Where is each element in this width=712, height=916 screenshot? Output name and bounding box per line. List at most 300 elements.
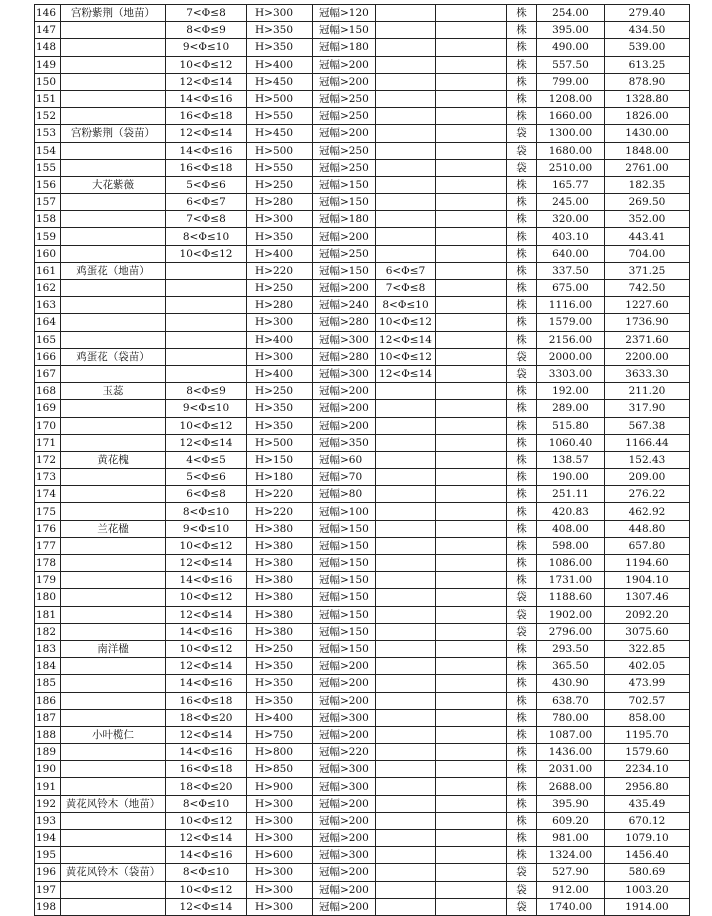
row-number-cell: 165 (35, 331, 61, 348)
crown-spec-cell: 冠幅>150 (313, 262, 376, 279)
price-cell: 912.00 (537, 881, 605, 898)
table-row (35, 692, 690, 709)
table-row (35, 39, 690, 56)
price-cell: 2796.00 (537, 623, 605, 640)
diameter-spec-alt-cell (376, 606, 436, 623)
crown-spec-cell: 冠幅>300 (313, 709, 376, 726)
plant-name-cell (61, 881, 166, 898)
row-number-cell: 181 (35, 606, 61, 623)
blank-cell-cell (436, 640, 507, 657)
price-with-tax-cell: 2092.20 (605, 606, 690, 623)
blank-cell-cell (436, 744, 507, 761)
blank-cell-cell (436, 22, 507, 39)
unit-cell: 株 (507, 39, 537, 56)
plant-name-cell (61, 812, 166, 829)
diameter-spec-cell: 8<Φ≤9 (166, 383, 247, 400)
row-number-cell: 187 (35, 709, 61, 726)
price-with-tax-cell: 1579.60 (605, 744, 690, 761)
height-spec-cell: H>300 (247, 898, 313, 915)
unit-cell: 株 (507, 108, 537, 125)
diameter-spec-alt-cell (376, 537, 436, 554)
height-spec-cell: H>300 (247, 864, 313, 881)
unit-cell: 株 (507, 73, 537, 90)
price-cell: 337.50 (537, 262, 605, 279)
diameter-spec-alt-cell (376, 434, 436, 451)
plant-name-cell (61, 142, 166, 159)
unit-cell: 袋 (507, 365, 537, 382)
diameter-spec-cell: 5<Φ≤6 (166, 469, 247, 486)
price-cell: 254.00 (537, 5, 605, 22)
plant-name-cell: 宫粉紫荆（地苗） (61, 5, 166, 22)
price-with-tax-cell: 1736.90 (605, 314, 690, 331)
unit-cell: 株 (507, 211, 537, 228)
row-number-cell: 159 (35, 228, 61, 245)
diameter-spec-cell: 8<Φ≤10 (166, 795, 247, 812)
unit-cell: 株 (507, 795, 537, 812)
blank-cell-cell (436, 795, 507, 812)
diameter-spec-cell (166, 280, 247, 297)
plant-name-cell (61, 830, 166, 847)
height-spec-cell: H>350 (247, 417, 313, 434)
price-with-tax-cell: 462.92 (605, 503, 690, 520)
row-number-cell: 151 (35, 90, 61, 107)
row-number-cell: 188 (35, 726, 61, 743)
table-row (35, 847, 690, 864)
unit-cell: 袋 (507, 159, 537, 176)
row-number-cell: 168 (35, 383, 61, 400)
price-with-tax-cell: 443.41 (605, 228, 690, 245)
crown-spec-cell: 冠幅>200 (313, 898, 376, 915)
price-with-tax-cell: 613.25 (605, 56, 690, 73)
crown-spec-cell: 冠幅>200 (313, 812, 376, 829)
diameter-spec-alt-cell (376, 228, 436, 245)
crown-spec-cell: 冠幅>150 (313, 537, 376, 554)
height-spec-cell: H>280 (247, 297, 313, 314)
table-row (35, 812, 690, 829)
diameter-spec-alt-cell (376, 469, 436, 486)
crown-spec-cell: 冠幅>240 (313, 297, 376, 314)
blank-cell-cell (436, 211, 507, 228)
blank-cell-cell (436, 606, 507, 623)
price-with-tax-cell: 211.20 (605, 383, 690, 400)
diameter-spec-cell: 12<Φ≤14 (166, 606, 247, 623)
price-with-tax-cell: 1430.00 (605, 125, 690, 142)
blank-cell-cell (436, 280, 507, 297)
diameter-spec-alt-cell (376, 176, 436, 193)
height-spec-cell: H>300 (247, 5, 313, 22)
table-row (35, 108, 690, 125)
unit-cell: 株 (507, 555, 537, 572)
unit-cell: 株 (507, 417, 537, 434)
height-spec-cell: H>400 (247, 709, 313, 726)
diameter-spec-cell (166, 314, 247, 331)
diameter-spec-cell (166, 348, 247, 365)
unit-cell: 株 (507, 383, 537, 400)
unit-cell: 袋 (507, 142, 537, 159)
diameter-spec-alt-cell: 6<Φ≤7 (376, 262, 436, 279)
unit-cell: 袋 (507, 864, 537, 881)
height-spec-cell: H>750 (247, 726, 313, 743)
unit-cell: 株 (507, 520, 537, 537)
plant-name-cell (61, 675, 166, 692)
diameter-spec-alt-cell (376, 744, 436, 761)
height-spec-cell: H>300 (247, 881, 313, 898)
price-with-tax-cell: 1914.00 (605, 898, 690, 915)
plant-name-cell: 小叶榄仁 (61, 726, 166, 743)
price-with-tax-cell: 322.85 (605, 640, 690, 657)
diameter-spec-cell: 9<Φ≤10 (166, 520, 247, 537)
diameter-spec-alt-cell (376, 108, 436, 125)
table-row (35, 709, 690, 726)
crown-spec-cell: 冠幅>100 (313, 503, 376, 520)
crown-spec-cell: 冠幅>200 (313, 228, 376, 245)
row-number-cell: 157 (35, 194, 61, 211)
price-with-tax-cell: 276.22 (605, 486, 690, 503)
crown-spec-cell: 冠幅>280 (313, 348, 376, 365)
plant-name-cell: 兰花楹 (61, 520, 166, 537)
price-with-tax-cell: 2234.10 (605, 761, 690, 778)
table-row (35, 73, 690, 90)
height-spec-cell: H>300 (247, 830, 313, 847)
price-cell: 1660.00 (537, 108, 605, 125)
table-row (35, 469, 690, 486)
crown-spec-cell: 冠幅>200 (313, 73, 376, 90)
unit-cell: 袋 (507, 881, 537, 898)
table-row (35, 5, 690, 22)
row-number-cell: 190 (35, 761, 61, 778)
row-number-cell: 160 (35, 245, 61, 262)
blank-cell-cell (436, 159, 507, 176)
price-with-tax-cell: 3633.30 (605, 365, 690, 382)
blank-cell-cell (436, 864, 507, 881)
price-cell: 403.10 (537, 228, 605, 245)
table-row (35, 262, 690, 279)
diameter-spec-cell: 10<Φ≤12 (166, 245, 247, 262)
height-spec-cell: H>380 (247, 589, 313, 606)
plant-name-cell: 玉蕊 (61, 383, 166, 400)
row-number-cell: 153 (35, 125, 61, 142)
unit-cell: 株 (507, 434, 537, 451)
diameter-spec-cell: 10<Φ≤12 (166, 881, 247, 898)
price-with-tax-cell: 1003.20 (605, 881, 690, 898)
row-number-cell: 196 (35, 864, 61, 881)
unit-cell: 株 (507, 830, 537, 847)
diameter-spec-alt-cell: 7<Φ≤8 (376, 280, 436, 297)
price-cell: 2031.00 (537, 761, 605, 778)
blank-cell-cell (436, 812, 507, 829)
table-row (35, 623, 690, 640)
diameter-spec-cell: 10<Φ≤12 (166, 537, 247, 554)
row-number-cell: 154 (35, 142, 61, 159)
diameter-spec-alt-cell (376, 56, 436, 73)
plant-name-cell: 南洋楹 (61, 640, 166, 657)
price-cell: 638.70 (537, 692, 605, 709)
price-cell: 1436.00 (537, 744, 605, 761)
row-number-cell: 171 (35, 434, 61, 451)
height-spec-cell: H>500 (247, 90, 313, 107)
plant-name-cell (61, 22, 166, 39)
price-cell: 2688.00 (537, 778, 605, 795)
diameter-spec-cell: 7<Φ≤8 (166, 211, 247, 228)
height-spec-cell: H>300 (247, 812, 313, 829)
blank-cell-cell (436, 589, 507, 606)
row-number-cell: 163 (35, 297, 61, 314)
blank-cell-cell (436, 434, 507, 451)
table-row (35, 417, 690, 434)
blank-cell-cell (436, 830, 507, 847)
price-with-tax-cell: 209.00 (605, 469, 690, 486)
table-row (35, 297, 690, 314)
crown-spec-cell: 冠幅>250 (313, 142, 376, 159)
unit-cell: 株 (507, 744, 537, 761)
row-number-cell: 155 (35, 159, 61, 176)
row-number-cell: 189 (35, 744, 61, 761)
row-number-cell: 150 (35, 73, 61, 90)
unit-cell: 株 (507, 90, 537, 107)
blank-cell-cell (436, 90, 507, 107)
crown-spec-cell: 冠幅>300 (313, 331, 376, 348)
diameter-spec-alt-cell (376, 675, 436, 692)
price-cell: 251.11 (537, 486, 605, 503)
plant-name-cell (61, 194, 166, 211)
blank-cell-cell (436, 675, 507, 692)
row-number-cell: 173 (35, 469, 61, 486)
diameter-spec-alt-cell (376, 847, 436, 864)
blank-cell-cell (436, 142, 507, 159)
crown-spec-cell: 冠幅>80 (313, 486, 376, 503)
price-cell: 289.00 (537, 400, 605, 417)
price-cell: 165.77 (537, 176, 605, 193)
unit-cell: 株 (507, 469, 537, 486)
unit-cell: 株 (507, 503, 537, 520)
diameter-spec-alt-cell (376, 864, 436, 881)
unit-cell: 株 (507, 314, 537, 331)
plant-name-cell (61, 228, 166, 245)
diameter-spec-cell: 8<Φ≤10 (166, 864, 247, 881)
diameter-spec-cell: 18<Φ≤20 (166, 778, 247, 795)
diameter-spec-alt-cell: 10<Φ≤12 (376, 314, 436, 331)
price-cell: 1188.60 (537, 589, 605, 606)
blank-cell-cell (436, 881, 507, 898)
plant-name-cell (61, 847, 166, 864)
height-spec-cell: H>350 (247, 675, 313, 692)
crown-spec-cell: 冠幅>120 (313, 5, 376, 22)
row-number-cell: 149 (35, 56, 61, 73)
diameter-spec-cell: 12<Φ≤14 (166, 830, 247, 847)
blank-cell-cell (436, 245, 507, 262)
crown-spec-cell: 冠幅>150 (313, 194, 376, 211)
price-cell: 430.90 (537, 675, 605, 692)
price-cell: 3303.00 (537, 365, 605, 382)
table-row (35, 589, 690, 606)
unit-cell: 株 (507, 400, 537, 417)
price-with-tax-cell: 657.80 (605, 537, 690, 554)
unit-cell: 株 (507, 262, 537, 279)
unit-cell: 株 (507, 228, 537, 245)
plant-name-cell (61, 503, 166, 520)
height-spec-cell: H>380 (247, 572, 313, 589)
crown-spec-cell: 冠幅>200 (313, 881, 376, 898)
price-cell: 320.00 (537, 211, 605, 228)
plant-name-cell (61, 159, 166, 176)
diameter-spec-alt-cell (376, 761, 436, 778)
price-table-body (35, 5, 690, 916)
diameter-spec-alt-cell (376, 73, 436, 90)
crown-spec-cell: 冠幅>300 (313, 847, 376, 864)
diameter-spec-alt-cell (376, 125, 436, 142)
plant-name-cell (61, 589, 166, 606)
blank-cell-cell (436, 726, 507, 743)
row-number-cell: 192 (35, 795, 61, 812)
diameter-spec-alt-cell (376, 451, 436, 468)
height-spec-cell: H>550 (247, 159, 313, 176)
diameter-spec-alt-cell (376, 503, 436, 520)
table-row (35, 795, 690, 812)
plant-name-cell (61, 365, 166, 382)
crown-spec-cell: 冠幅>60 (313, 451, 376, 468)
unit-cell: 株 (507, 451, 537, 468)
unit-cell: 袋 (507, 606, 537, 623)
crown-spec-cell: 冠幅>200 (313, 383, 376, 400)
price-with-tax-cell: 1079.10 (605, 830, 690, 847)
price-with-tax-cell: 1826.00 (605, 108, 690, 125)
height-spec-cell: H>300 (247, 211, 313, 228)
diameter-spec-alt-cell (376, 486, 436, 503)
blank-cell-cell (436, 228, 507, 245)
diameter-spec-alt-cell (376, 623, 436, 640)
price-with-tax-cell: 1904.10 (605, 572, 690, 589)
diameter-spec-alt-cell: 8<Φ≤10 (376, 297, 436, 314)
unit-cell: 株 (507, 194, 537, 211)
blank-cell-cell (436, 194, 507, 211)
diameter-spec-alt-cell (376, 555, 436, 572)
unit-cell: 株 (507, 331, 537, 348)
table-row (35, 830, 690, 847)
diameter-spec-cell: 10<Φ≤12 (166, 812, 247, 829)
diameter-spec-alt-cell (376, 245, 436, 262)
crown-spec-cell: 冠幅>200 (313, 417, 376, 434)
diameter-spec-alt-cell (376, 692, 436, 709)
row-number-cell: 184 (35, 658, 61, 675)
price-cell: 395.00 (537, 22, 605, 39)
height-spec-cell: H>280 (247, 194, 313, 211)
crown-spec-cell: 冠幅>180 (313, 39, 376, 56)
plant-name-cell (61, 400, 166, 417)
unit-cell: 株 (507, 176, 537, 193)
height-spec-cell: H>400 (247, 245, 313, 262)
table-row (35, 365, 690, 382)
crown-spec-cell: 冠幅>200 (313, 830, 376, 847)
plant-name-cell (61, 297, 166, 314)
height-spec-cell: H>220 (247, 262, 313, 279)
height-spec-cell: H>350 (247, 400, 313, 417)
plant-name-cell (61, 658, 166, 675)
row-number-cell: 179 (35, 572, 61, 589)
plant-name-cell (61, 623, 166, 640)
unit-cell: 袋 (507, 898, 537, 915)
plant-name-cell (61, 211, 166, 228)
table-row (35, 383, 690, 400)
blank-cell-cell (436, 5, 507, 22)
price-with-tax-cell: 1848.00 (605, 142, 690, 159)
diameter-spec-alt-cell (376, 5, 436, 22)
row-number-cell: 178 (35, 555, 61, 572)
unit-cell: 株 (507, 245, 537, 262)
height-spec-cell: H>380 (247, 606, 313, 623)
diameter-spec-alt-cell (376, 726, 436, 743)
diameter-spec-cell: 14<Φ≤16 (166, 675, 247, 692)
price-with-tax-cell: 539.00 (605, 39, 690, 56)
height-spec-cell: H>220 (247, 503, 313, 520)
row-number-cell: 191 (35, 778, 61, 795)
blank-cell-cell (436, 692, 507, 709)
unit-cell: 株 (507, 812, 537, 829)
diameter-spec-alt-cell (376, 658, 436, 675)
blank-cell-cell (436, 56, 507, 73)
table-row (35, 503, 690, 520)
price-with-tax-cell: 473.99 (605, 675, 690, 692)
height-spec-cell: H>220 (247, 486, 313, 503)
plant-name-cell (61, 90, 166, 107)
diameter-spec-alt-cell (376, 778, 436, 795)
table-row (35, 400, 690, 417)
diameter-spec-cell: 16<Φ≤18 (166, 108, 247, 125)
price-cell: 1300.00 (537, 125, 605, 142)
crown-spec-cell: 冠幅>250 (313, 90, 376, 107)
diameter-spec-alt-cell (376, 881, 436, 898)
blank-cell-cell (436, 73, 507, 90)
table-row (35, 744, 690, 761)
row-number-cell: 169 (35, 400, 61, 417)
crown-spec-cell: 冠幅>350 (313, 434, 376, 451)
height-spec-cell: H>250 (247, 383, 313, 400)
table-row (35, 228, 690, 245)
height-spec-cell: H>300 (247, 348, 313, 365)
blank-cell-cell (436, 125, 507, 142)
price-cell: 192.00 (537, 383, 605, 400)
price-with-tax-cell: 704.00 (605, 245, 690, 262)
blank-cell-cell (436, 400, 507, 417)
crown-spec-cell: 冠幅>200 (313, 864, 376, 881)
plant-name-cell (61, 469, 166, 486)
table-row (35, 555, 690, 572)
price-cell: 293.50 (537, 640, 605, 657)
height-spec-cell: H>250 (247, 640, 313, 657)
blank-cell-cell (436, 658, 507, 675)
plant-name-cell (61, 555, 166, 572)
height-spec-cell: H>900 (247, 778, 313, 795)
table-row (35, 486, 690, 503)
table-row (35, 90, 690, 107)
row-number-cell: 177 (35, 537, 61, 554)
unit-cell: 株 (507, 297, 537, 314)
unit-cell: 株 (507, 640, 537, 657)
diameter-spec-alt-cell (376, 417, 436, 434)
height-spec-cell: H>350 (247, 658, 313, 675)
price-cell: 1902.00 (537, 606, 605, 623)
table-row (35, 56, 690, 73)
row-number-cell: 166 (35, 348, 61, 365)
price-cell: 780.00 (537, 709, 605, 726)
diameter-spec-cell: 9<Φ≤10 (166, 400, 247, 417)
price-with-tax-cell: 434.50 (605, 22, 690, 39)
price-cell: 1731.00 (537, 572, 605, 589)
row-number-cell: 158 (35, 211, 61, 228)
price-cell: 138.57 (537, 451, 605, 468)
diameter-spec-alt-cell (376, 383, 436, 400)
diameter-spec-cell: 10<Φ≤12 (166, 417, 247, 434)
table-row (35, 658, 690, 675)
